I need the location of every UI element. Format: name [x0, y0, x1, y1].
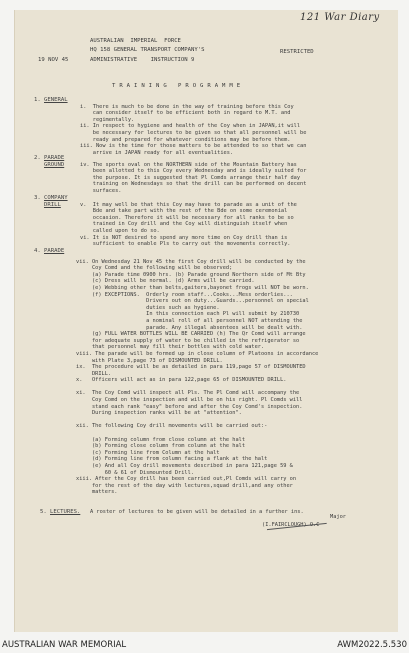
section-parade-text: vii. On Wednesday 21 Nov 45 the first Coy drill will be conducted by the Coy Comd and the following will be observed; (a) Parade time 0900 hrs. (b) Parade ground Northern side of Mt Bty (c) Dress will be normal. (d) Arms will be carried. (e) Webbing other than belts,gaiters,bayonet frogs will NOT be worn. (f) EXCEPTIONS. Orderly room staff...Cooks...Mess orderlies... Drivers out on duty...Guards...personnel on special duties such as hygiene. In this connection each Pl will submit by 210730 a nominal roll of all personnel NOT attending the parade. Any illegal absentees will be dealt with. (g) FULL WATER BOTTLES WILL BE CARRIED (h) The Qr Comd will arrange for adequate supply of water to be chilled in the refrigerator so that personnel may fill their bottles with cold water. viii. The parade will be formed up in close column of Platoons in accordance with Plate 3,page 73 of DISMOUNTED DRILL. ix. The procedure will be as detailed in para 119,page 57 of DISMOUNTED DRILL. x. Officers will act as in para 122,page 65 of DISMOUNTED DRILL. xi. The Coy Comd will inspect all Pls. The Pl Comd will accompany the Coy Comd on the inspection and will be on his right. Pl Comds will stand each rank "easy" before and after the Coy Comd's inspection. During inspection ranks will be at "attention". xii. The following Coy drill movements will be carried out:- (a) Forming column from close column at the halt (b) Forming close column from column at the halt (c) Forming line from Column at the halt (d) Forming line from column facing a flank at the halt (e) And all Coy drill movements described in para 121,page 59 & 60 & 61 of Dismounted Drill. xiii. After the Coy drill has been carried out,Pl Comds will carry on for the rest of the day with lectures,squad drill,and any other matters.	[76, 258, 319, 496]
section-label-parade-ground-2: GROUND	[44, 162, 65, 168]
signature-name: (I.FAIRCLOUGH) O.C	[262, 522, 320, 528]
section-number: 2.	[34, 155, 41, 161]
section-number: 1.	[34, 97, 41, 103]
restricted-label: RESTRICTED	[280, 49, 314, 55]
document-date: 19 NOV 45	[38, 57, 69, 63]
section-number: 3.	[34, 195, 41, 201]
section-company-drill-text: v. It may well be that this Coy may have to parade as a unit of the Bde and take part with the rest of the Bde on some ceremonial occasion. Therefore it will be necessary for all ranks to be so trained in Coy drill and the Coy will distinguish itself when called upon to do so. vi. It is NOT desired to spend any more time on Coy drill than is sufficient to enable Pls to carry out the movements correctly.	[80, 201, 297, 248]
org-heading: AUSTRALIAN IMPERIAL FORCE	[90, 38, 181, 44]
section-label-parade-ground: PARADE	[44, 155, 65, 161]
section-label-general: GENERAL	[44, 97, 68, 103]
section-number: 5.	[40, 509, 47, 515]
section-lectures-text: A roster of lectures to be given will be detailed in a further ins.	[90, 509, 304, 515]
archive-footer	[0, 636, 409, 653]
handwritten-annotation: 121 War Diary	[300, 12, 380, 23]
section-number: 4.	[34, 248, 41, 254]
footer-accession-number: AWM2022.5.530	[337, 640, 407, 650]
document-title: T R A I N I N G P R O G R A M M E	[112, 83, 241, 89]
footer-institution: AUSTRALIAN WAR MEMORIAL	[2, 640, 127, 650]
hq-heading: HQ 158 GENERAL TRANSPORT COMPANY'S	[90, 47, 205, 53]
section-label-company-drill: COMPANY	[44, 195, 68, 201]
signature-rank: Major	[330, 514, 346, 520]
section-label-company-drill-2: DRILL	[44, 202, 61, 208]
section-label-parade: PARADE	[44, 248, 65, 254]
section-label-lectures: LECTURES.	[50, 509, 81, 515]
section-general-text: i. There is much to be done in the way of training before this Coy can consider itself to be efficient both in regard to M.T. and regimentally. ii. In respect to hygiene and health of the Coy when in JAPAN,it will be necessary for lectures to be given so that all personnel will be ready and prepared for whatever conditions may be before them. iii. Now is the time for those matters to be attended to so that we can arrive in JAPAN ready for all eventualities.	[80, 103, 307, 156]
admin-instruction: ADMINISTRATIVE INSTRUCTION 9	[90, 57, 195, 63]
section-parade-ground-text: iv. The sports oval on the NORTHERN side of the Mountain Battery has been allotted to this Coy every Wednesday and is ideally suited for the purpose. It is suggested that Pl Comds arrange their half day training on Wednesdays so that the drill can be performed on decent surfaces.	[80, 161, 307, 194]
